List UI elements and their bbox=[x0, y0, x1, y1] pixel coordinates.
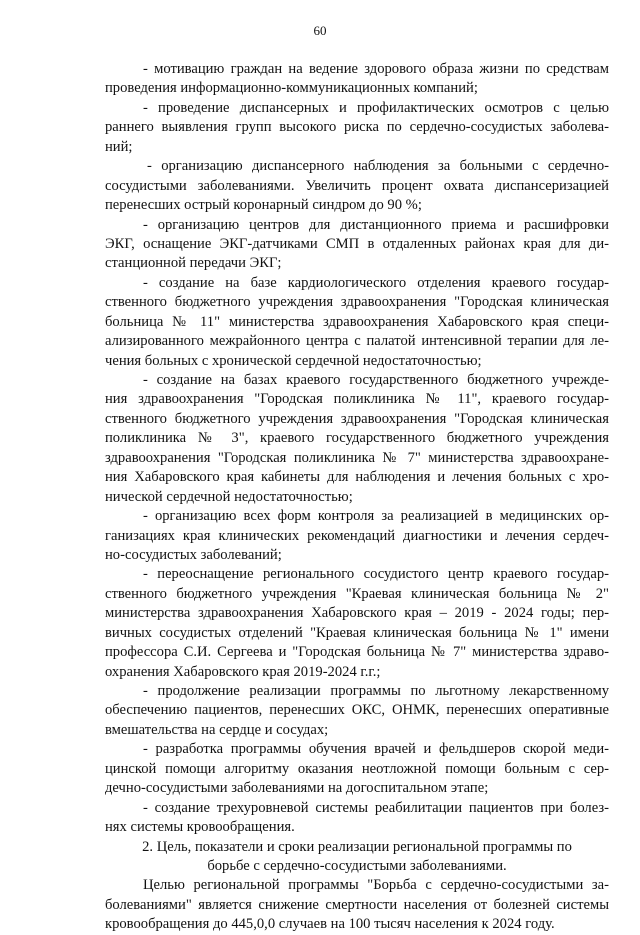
text-line: министерства здравоохранения Хабаровского края – 2019 - 2024 годы; пер- bbox=[105, 605, 609, 622]
text-line: больница № 11" министерства здравоохранения Хабаровского края специ- bbox=[105, 313, 609, 330]
text-line: ганизациях края клинических рекомендаций диагностики и лечения сердеч- bbox=[105, 527, 609, 544]
text-line: чения больных с хронической сердечной недостаточностью; bbox=[105, 352, 482, 369]
text-line: ственного бюджетного учреждения здравоохранения "Городская клиническая bbox=[105, 294, 609, 311]
text-line: ализированного межрайонного центра с палатой интенсивной терапии для ле- bbox=[105, 333, 609, 350]
text-line: ния здравоохранения "Городская поликлиника № 11", краевого государ- bbox=[105, 391, 609, 408]
text-line: ния Хабаровского края кабинеты для наблюдения и лечения больных с хро- bbox=[105, 469, 609, 486]
text-line: - создание на базе кардиологического отделения краевого государ- bbox=[143, 274, 609, 291]
text-line: нической сердечной недостаточностью; bbox=[105, 488, 353, 505]
text-line: обеспечению пациентов, перенесших ОКС, ОНМК, перенесших оперативные bbox=[105, 702, 609, 719]
text-line: раннего выявления групп высокого риска по сердечно-сосудистых заболева- bbox=[105, 119, 609, 136]
text-line: - организацию диспансерного наблюдения за больными с сердечно- bbox=[147, 158, 609, 175]
text-line: 2. Цель, показатели и сроки реализации региональной программы по bbox=[142, 838, 572, 855]
text-line: - организацию всех форм контроля за реализацией в медицинских ор- bbox=[143, 508, 609, 525]
text-line: дечно-сосудистыми заболеваниями на догоспитальном этапе; bbox=[105, 780, 489, 797]
text-line: нях системы кровообращения. bbox=[105, 819, 295, 836]
text-line: но-сосудистых заболеваний; bbox=[105, 546, 282, 563]
text-line: - создание на базах краевого государственного бюджетного учрежде- bbox=[143, 372, 609, 388]
text-line: - проведение диспансерных и профилактических осмотров с целью bbox=[143, 99, 609, 116]
text-line: профессора С.И. Сергеева и "Городская больница № 7" министерства здраво- bbox=[105, 644, 609, 661]
text-line: - организацию центров для дистанционного приема и расшифровки bbox=[143, 216, 609, 233]
text-line: болеваниями" является снижение смертности населения от болезней системы bbox=[105, 896, 609, 913]
text-line: вмешательства на сердце и сосудах; bbox=[105, 721, 329, 738]
text-line: сосудистыми заболеваниями. Увеличить процент охвата диспансеризацией bbox=[105, 177, 609, 194]
text-line: проведения информационно-коммуникационных компаний; bbox=[105, 80, 478, 97]
text-line: вичных сосудистых отделений "Краевая клиническая больница № 1" имени bbox=[105, 624, 609, 641]
text-line: здравоохранения "Городская поликлиника № 7" министерства здравоохране- bbox=[105, 449, 609, 466]
text-line: перенесших острый коронарный синдром до 90 %; bbox=[105, 197, 422, 214]
text-line: - создание трехуровневой системы реабилитации пациентов при болез- bbox=[143, 799, 609, 816]
text-line: ственного бюджетного учреждения здравоохранения "Городская клиническая bbox=[105, 410, 609, 427]
text-line: - мотивацию граждан на ведение здорового образа жизни по средствам bbox=[143, 61, 609, 77]
text-line: ний; bbox=[105, 138, 133, 155]
text-line: Целью региональной программы "Борьба с сердечно-сосудистыми за- bbox=[143, 877, 609, 894]
text-line: - продолжение реализации программы по льготному лекарственному bbox=[143, 683, 609, 699]
document-body bbox=[105, 60, 609, 935]
text-line: - разработка программы обучения врачей и фельдшеров скорой меди- bbox=[143, 741, 609, 758]
text-line: цинской помощи алгоритму оказания неотложной помощи больным с сер- bbox=[105, 760, 609, 777]
text-line: ственного бюджетного учреждения "Краевая клиническая больница № 2" bbox=[105, 585, 609, 602]
text-line: поликлиника № 3", краевого государственного бюджетного учреждения bbox=[105, 430, 609, 447]
text-line: кровообращения до 445,0,0 случаев на 100 тысяч населения к 2024 году. bbox=[105, 916, 555, 933]
text-line: - переоснащение регионального сосудистого центр краевого государ- bbox=[143, 566, 609, 583]
text-line: ЭКГ, оснащение ЭКГ-датчиками СМП в отдаленных районах края для ди- bbox=[105, 235, 609, 252]
text-line: станционной передачи ЭКГ; bbox=[105, 255, 282, 272]
text-line: охранения Хабаровского края 2019-2024 г.г.; bbox=[105, 663, 381, 680]
text-line: борьбе с сердечно-сосудистыми заболеваниями. bbox=[207, 857, 507, 874]
page-number: 60 bbox=[313, 23, 327, 38]
